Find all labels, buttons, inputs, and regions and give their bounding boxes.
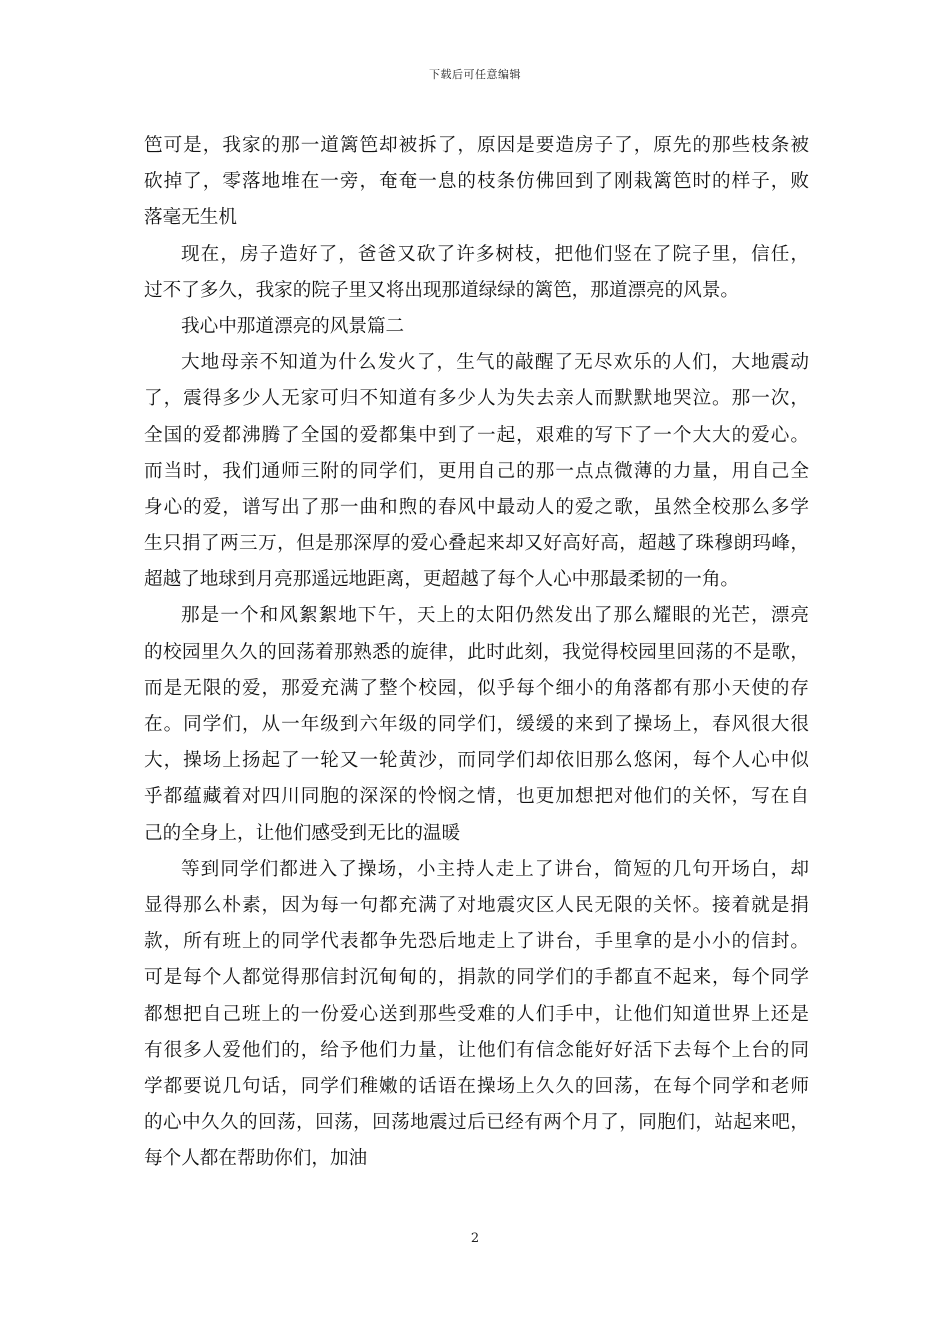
page-header: 下载后可任意编辑 — [429, 68, 521, 81]
text-line: 都想把自己班上的一份爱心送到那些受难的人们手中，让他们知道世界上还是 — [144, 1003, 809, 1025]
text-line: 砍掉了，零落地堆在一旁，奄奄一息的枝条仿佛回到了刚栽篱笆时的样子，败 — [144, 171, 809, 193]
text-line: 可是每个人都觉得那信封沉甸甸的，捐款的同学们的手都直不起来，每个同学 — [144, 967, 809, 989]
text-line: 现在，房子造好了，爸爸又砍了许多树枝，把他们竖在了院子里，信任， — [181, 243, 809, 265]
text-line: 乎都蕴藏着对四川同胞的深深的怜悯之情，也更加想把对他们的关怀，写在自 — [144, 786, 809, 808]
text-line: 款，所有班上的同学代表都争先恐后地走上了讲台，手里拿的是小小的信封。 — [144, 931, 809, 953]
text-line: 笆可是，我家的那一道篱笆却被拆了，原因是要造房子了，原先的那些枝条被 — [144, 135, 809, 156]
text-line: 大地母亲不知道为什么发火了，生气的敲醒了无尽欢乐的人们，大地震动 — [181, 352, 809, 374]
text-line: 生只捐了两三万，但是那深厚的爱心叠起来却又好高好高，超越了珠穆朗玛峰， — [144, 533, 809, 555]
text-line: 落毫无生机 — [144, 207, 237, 229]
text-line: 大，操场上扬起了一轮又一轮黄沙，而同学们却依旧那么悠闲，每个人心中似 — [144, 750, 809, 772]
text-line: 而当时，我们通师三附的同学们，更用自己的那一点点微薄的力量，用自己全 — [144, 460, 809, 482]
text-line: 全国的爱都沸腾了全国的爱都集中到了一起，艰难的写下了一个大大的爱心。 — [144, 424, 809, 446]
text-line: 的校园里久久的回荡着那熟悉的旋律，此时此刻，我觉得校园里回荡的不是歌， — [144, 641, 809, 663]
text-line: 学都要说几句话，同学们稚嫩的话语在操场上久久的回荡，在每个同学和老师 — [144, 1075, 809, 1097]
text-line: 等到同学们都进入了操场，小主持人走上了讲台，简短的几句开场白，却 — [181, 858, 809, 880]
text-line: 过不了多久，我家的院子里又将出现那道绿绿的篱笆，那道漂亮的风景。 — [144, 279, 740, 301]
text-line: 在。同学们，从一年级到六年级的同学们，缓缓的来到了操场上，春风很大很 — [144, 714, 809, 735]
text-line: 了，震得多少人无家可归不知道有多少人为失去亲人而默默地哭泣。那一次， — [144, 388, 809, 410]
text-line: 己的全身上，让他们感受到无比的温暖 — [144, 822, 461, 844]
text-line: 超越了地球到月亮那遥远地距离，更超越了每个人心中那最柔韧的一角。 — [144, 569, 740, 591]
text-line: 有很多人爱他们的，给予他们力量，让他们有信念能好好活下去每个上台的同 — [144, 1039, 809, 1061]
text-line: 而是无限的爱，那爱充满了整个校园，似乎每个细小的角落都有那小天使的存 — [144, 677, 809, 699]
page-number: 2 — [470, 1231, 480, 1246]
text-line: 的心中久久的回荡，回荡，回荡地震过后已经有两个月了，同胞们，站起来吧， — [144, 1112, 809, 1134]
text-line: 身心的爱，谱写出了那一曲和煦的春风中最动人的爱之歌，虽然全校那么多学 — [144, 496, 809, 518]
text-line: 每个人都在帮助你们，加油 — [144, 1148, 368, 1170]
document-body — [144, 128, 809, 1177]
text-line: 显得那么朴素，因为每一句都充满了对地震灾区人民无限的关怀。接着就是捐 — [144, 894, 809, 916]
text-line: 那是一个和风絮絮地下午，天上的太阳仍然发出了那么耀眼的光芒，漂亮 — [181, 605, 809, 627]
text-line: 我心中那道漂亮的风景篇二 — [181, 315, 405, 337]
